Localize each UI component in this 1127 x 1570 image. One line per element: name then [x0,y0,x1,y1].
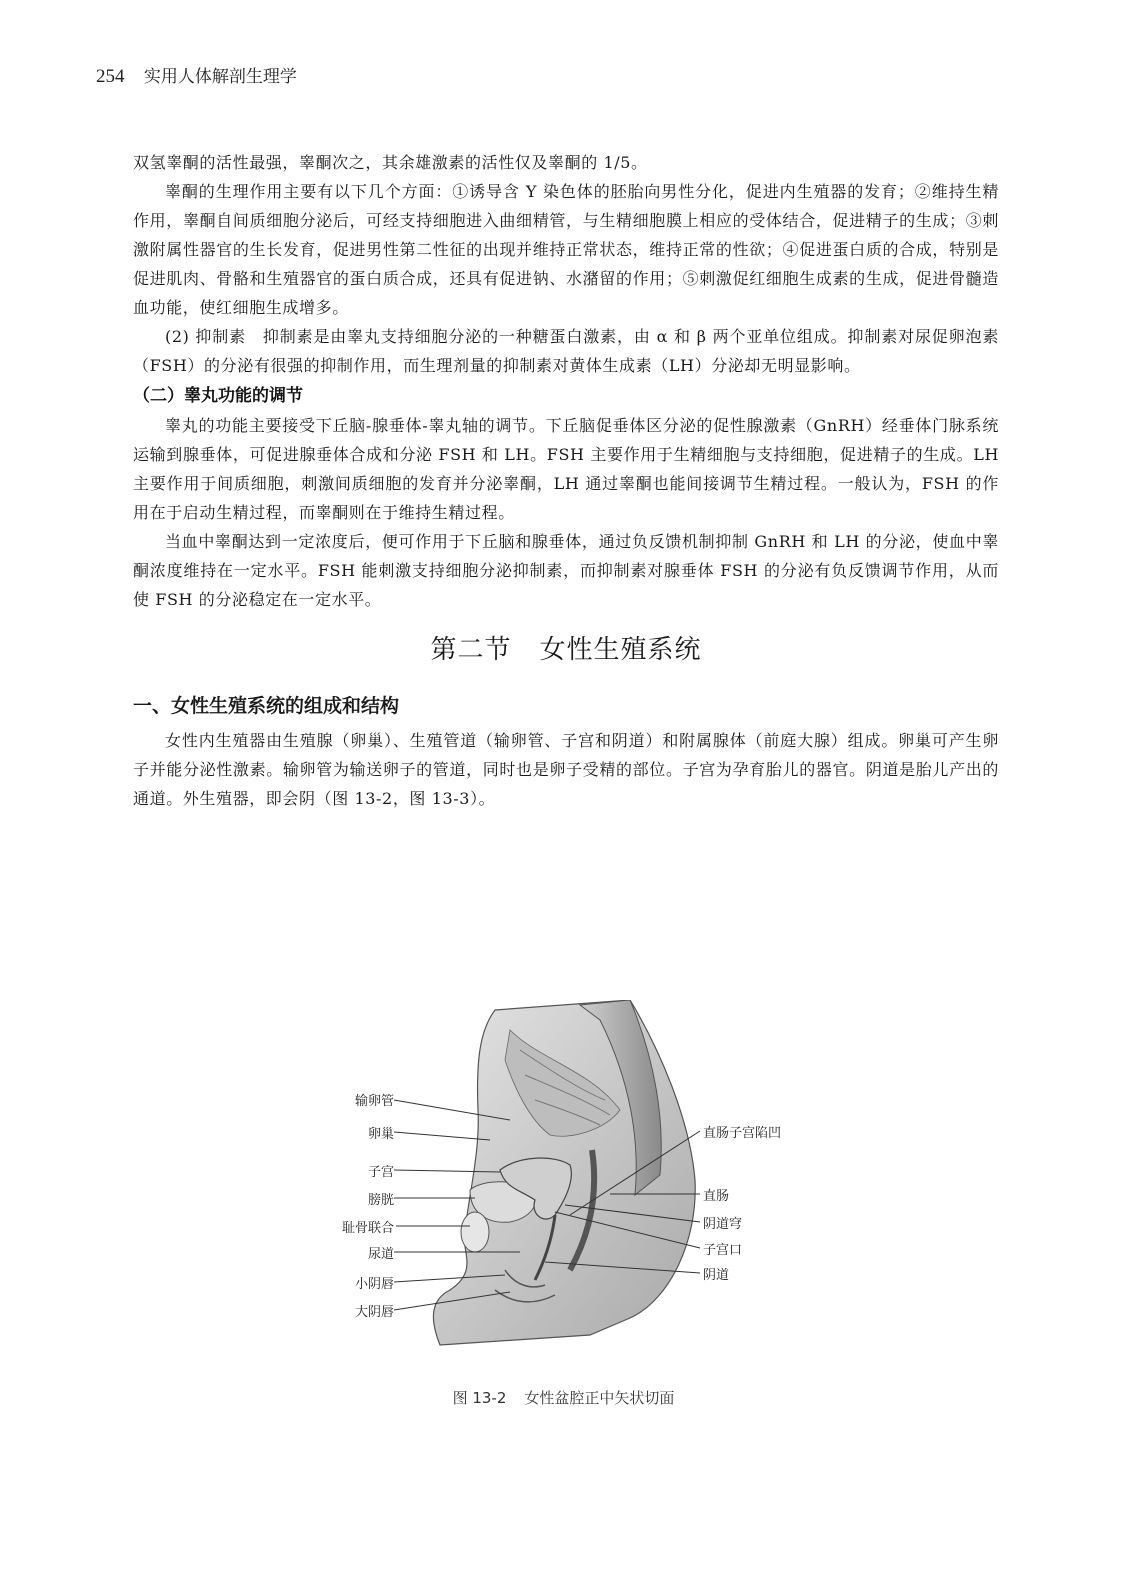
label-cervical-os: 子宫口 [703,1243,743,1258]
page-number: 254 [96,66,125,87]
paragraph: 睾酮的生理作用主要有以下几个方面：①诱导含 Y 染色体的胚胎向男性分化，促进内生殖器的发育；②维持生精作用，睾酮自间质细胞分泌后，可经支持细胞进入曲细精管，与生精细胞膜上相应的受体结合，促进精子的生成；③刺激附属性器官的生长发育，促进男性第二性征的出现并维持正常状态，维持正常的性欲；④促进蛋白质的合成，特别是促进肌肉、骨骼和生殖器官的蛋白质合成，还具有促进钠、水潴留的作用；⑤刺激促红细胞生成素的生成，促进骨髓造血功能，使红细胞生成增多。 [133,182,999,317]
figure-caption [0,1387,1127,1408]
label-oviduct: 输卵管 [354,1094,394,1109]
paragraph: 双氢睾酮的活性最强，睾酮次之，其余雄激素的活性仅及睾酮的 1/5。 [133,153,648,172]
section-number: 第二节 [430,635,512,665]
figure-number: 图 13-2 [452,1389,507,1407]
figure-title: 女性盆腔正中矢状切面 [524,1389,675,1407]
label-uterus: 子宫 [367,1165,394,1180]
label-vaginal-fornix: 阴道穹 [703,1217,743,1232]
paragraph: 睾丸的功能主要接受下丘脑-腺垂体-睾丸轴的调节。下丘脑促垂体区分泌的促性腺激素（GnRH）经垂体门脉系统运输到腺垂体，可促进腺垂体合成和分泌 FSH 和 LH。FSH 主要作用于生精细胞与支持细胞，促进精子的生成。LH 主要作用于间质细胞，刺激间质细胞的发育并分泌睾酮，LH 通过睾酮也能间接调节生精过程。一般认为，FSH 的作用在于启动生精过程，而睾酮则在于维持生精过程。 [133,416,999,522]
book-title: 实用人体解剖生理学 [143,67,297,87]
subsection-heading: （二）睾丸功能的调节 [133,386,303,406]
label-ovary: 卵巢 [367,1127,394,1142]
label-pubic-symphysis: 耻骨联合 [341,1221,394,1236]
label-rectum: 直肠 [703,1189,730,1204]
section-name: 女性生殖系统 [539,635,702,665]
paragraph: (2) 抑制素 抑制素是由睾丸支持细胞分泌的一种糖蛋白激素，由 α 和 β 两个亚单位组成。抑制素对尿促卵泡素（FSH）的分泌有很强的抑制作用，而生理剂量的抑制素对黄体生成素（LH）分泌却无明显影响。 [133,327,999,375]
label-vagina: 阴道 [703,1268,730,1283]
heading-level-1: 一、女性生殖系统的组成和结构 [133,695,400,717]
paragraph: 女性内生殖器由生殖腺（卵巢）、生殖管道（输卵管、子宫和阴道）和附属腺体（前庭大腺）组成。卵巢可产生卵子并能分泌性激素。输卵管为输送卵子的管道，同时也是卵子受精的部位。子宫为孕育胎儿的器官。阴道是胎儿产出的通道。外生殖器，即会阴（图 13-2，图 13-3）。 [133,731,999,808]
label-labia-majora: 大阴唇 [354,1305,394,1320]
label-urethra: 尿道 [367,1247,394,1262]
paragraph: 当血中睾酮达到一定浓度后，便可作用于下丘脑和腺垂体，通过负反馈机制抑制 GnRH 和 LH 的分泌，使血中睾酮浓度维持在一定水平。FSH 能刺激支持细胞分泌抑制素，而抑制素对腺垂体 FSH 的分泌有负反馈调节作用，从而使 FSH 的分泌稳定在一定水平。 [133,532,999,609]
label-bladder: 膀胱 [367,1193,394,1208]
label-labia-minora: 小阴唇 [354,1277,394,1292]
label-rectouterine-pouch: 直肠子宫陷凹 [703,1126,782,1141]
